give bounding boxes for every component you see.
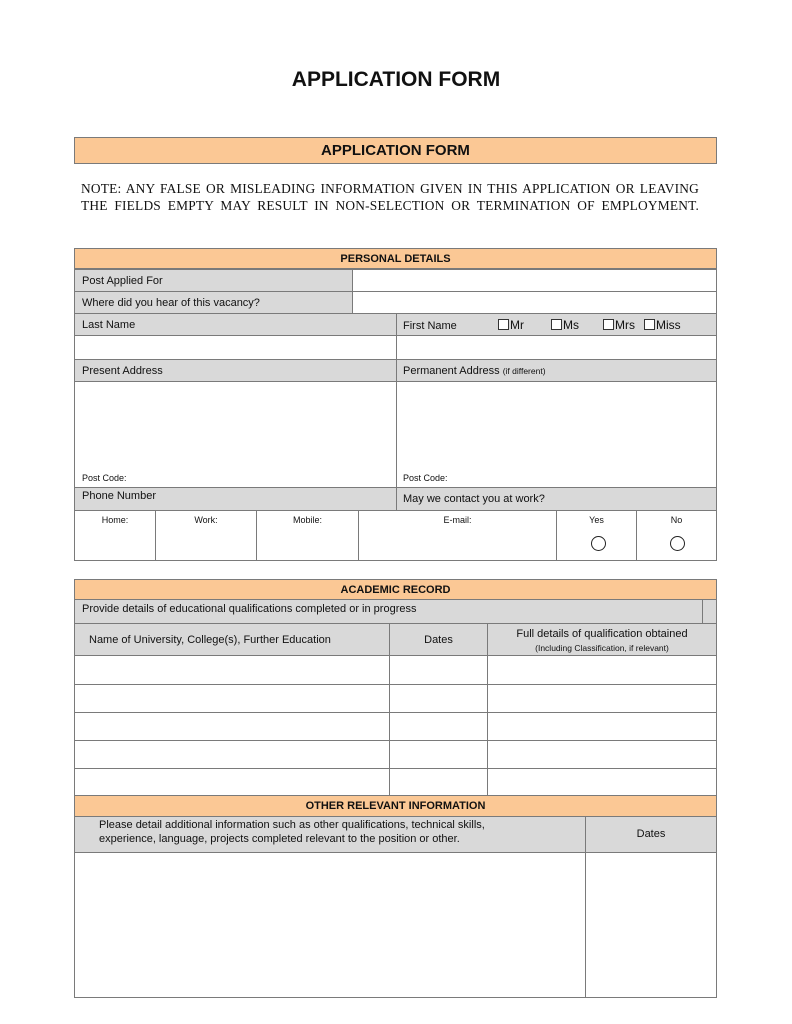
academic-table-body <box>74 655 717 796</box>
title-option-miss[interactable]: Miss <box>644 318 681 332</box>
phone-work-field[interactable]: Work: <box>155 510 257 561</box>
contact-no-cell: No <box>636 510 717 561</box>
other-info-instruction: Please detail additional information such as other qualifications, technical skills, experience, language, projects completed relevant to the position or other. <box>74 816 586 853</box>
contact-yes-radio[interactable] <box>591 536 606 551</box>
first-name-label: First Name Mr Ms Mrs Miss <box>396 313 717 336</box>
form-note: NOTE: ANY FALSE OR MISLEADING INFORMATION GIVEN IN THIS APPLICATION OR LEAVING THE FIELDS EMPTY MAY RESULT IN NON-SELECTION OR TERMINATION OF EMPLOYMENT. <box>81 181 699 213</box>
title-option-mr[interactable]: Mr <box>498 318 524 332</box>
other-info-dates-field[interactable] <box>585 852 717 998</box>
page-title: APPLICATION FORM <box>291 68 501 91</box>
col-dates-header: Dates <box>389 623 488 656</box>
other-info-dates-header: Dates <box>585 816 717 853</box>
academic-instruction: Provide details of educational qualifications completed or in progress <box>74 599 717 624</box>
contact-no-radio[interactable] <box>670 536 685 551</box>
form-header: APPLICATION FORM <box>74 137 717 164</box>
contact-yes-cell: Yes <box>556 510 637 561</box>
contact-at-work-label: May we contact you at work? <box>396 487 717 511</box>
permanent-address-field[interactable]: Post Code: <box>396 381 717 488</box>
checkbox-icon[interactable] <box>551 319 562 330</box>
checkbox-icon[interactable] <box>603 319 614 330</box>
first-name-field[interactable] <box>396 335 717 360</box>
col-institution-header: Name of University, College(s), Further Education <box>74 623 390 656</box>
col-details-header: Full details of qualification obtained (Including Classification, if relevant) <box>487 623 717 656</box>
personal-details-header: PERSONAL DETAILS <box>74 248 717 269</box>
present-address-field[interactable]: Post Code: <box>74 381 397 488</box>
title-option-mrs[interactable]: Mrs <box>603 318 635 332</box>
other-info-field[interactable] <box>74 852 586 998</box>
post-applied-for-label: Post Applied For <box>74 269 353 292</box>
other-info-header: OTHER RELEVANT INFORMATION <box>74 795 717 817</box>
checkbox-icon[interactable] <box>644 319 655 330</box>
email-field[interactable]: E-mail: <box>358 510 557 561</box>
last-name-field[interactable] <box>74 335 397 360</box>
post-applied-for-field[interactable] <box>352 269 717 292</box>
vacancy-source-field[interactable] <box>352 291 717 314</box>
present-address-label: Present Address <box>74 359 397 382</box>
academic-record-header: ACADEMIC RECORD <box>74 579 717 600</box>
phone-home-field[interactable]: Home: <box>74 510 156 561</box>
checkbox-icon[interactable] <box>498 319 509 330</box>
vacancy-source-label: Where did you hear of this vacancy? <box>74 291 353 314</box>
title-option-ms[interactable]: Ms <box>551 318 579 332</box>
permanent-address-label: Permanent Address (if different) <box>396 359 717 382</box>
phone-number-label: Phone Number <box>74 487 397 511</box>
phone-mobile-field[interactable]: Mobile: <box>256 510 359 561</box>
last-name-label: Last Name <box>74 313 397 336</box>
